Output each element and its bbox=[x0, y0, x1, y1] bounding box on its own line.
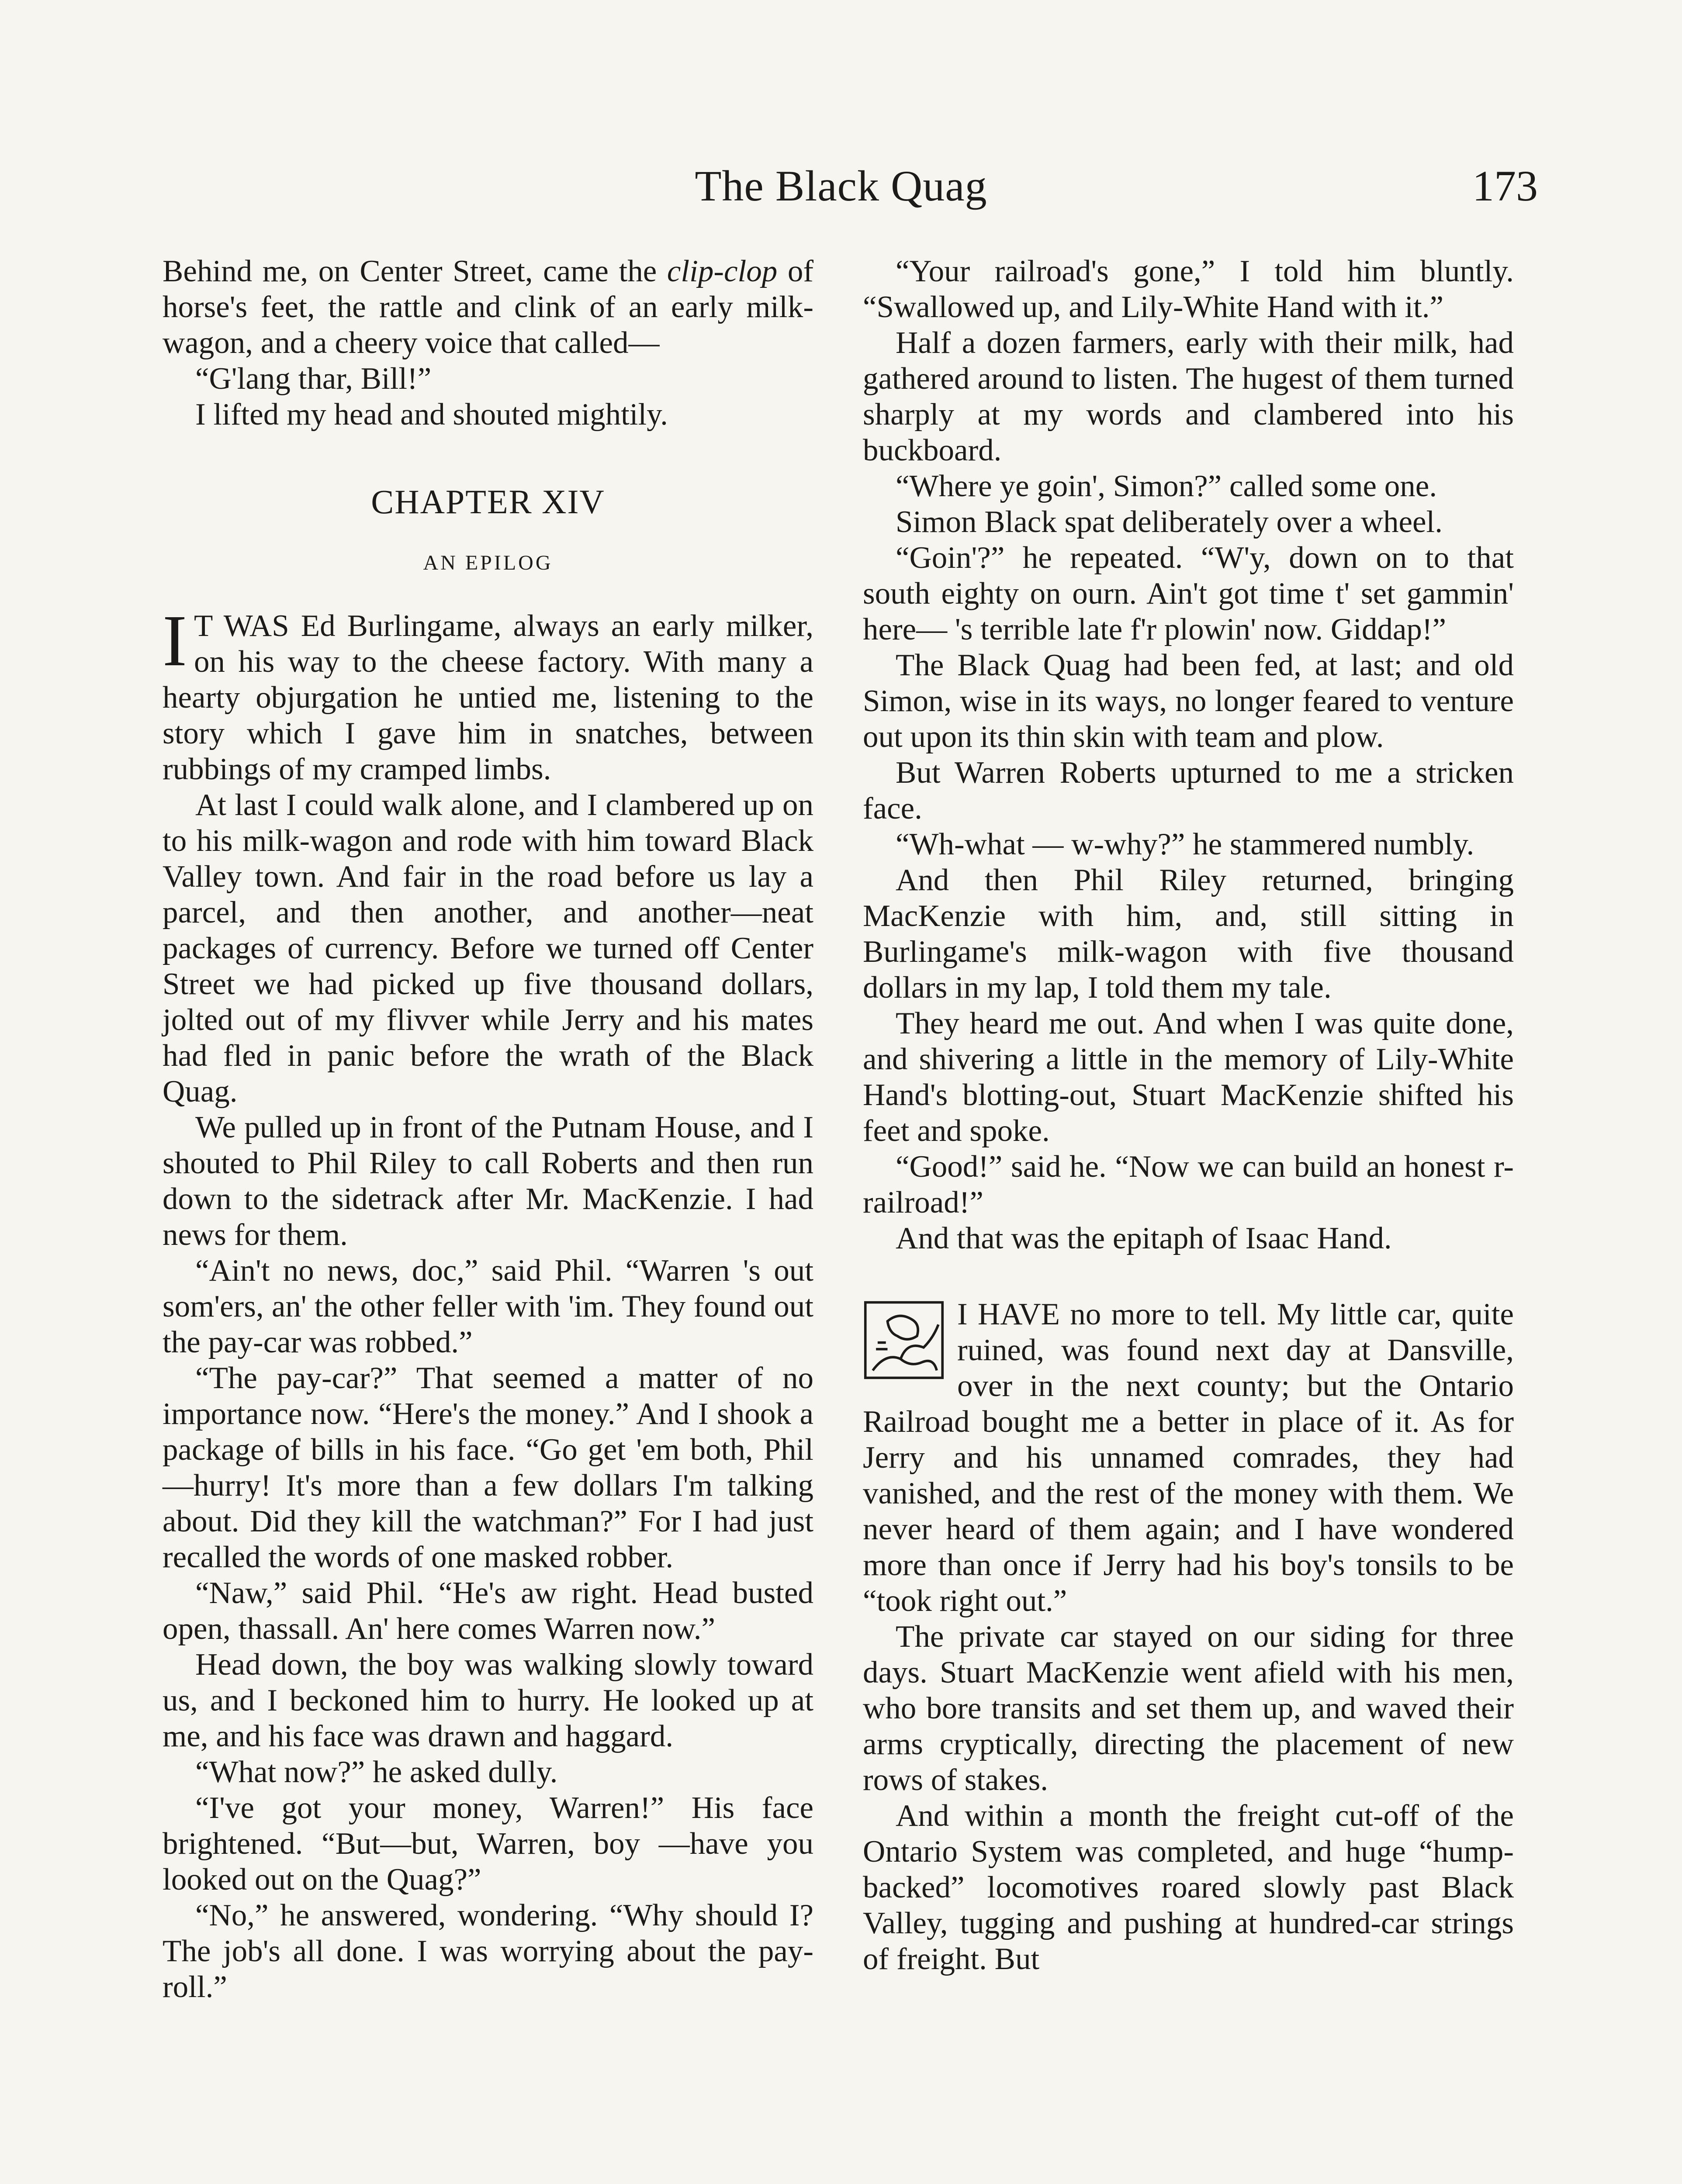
paragraph: Head down, the boy was walking slowly toward us, and I beckoned him to hurry. He looked up at me, and his face was drawn and haggard. bbox=[163, 1648, 813, 1753]
paragraph: “Ain't no news, doc,” said Phil. “Warren 's out som'ers, an' the other feller with 'im. They found out the pay-car was robbed.” bbox=[163, 1254, 813, 1359]
chapter-heading: CHAPTER XIV bbox=[371, 483, 605, 521]
paragraph: The private car stayed on our siding for three days. Stuart MacKenzie went afield with his men, who bore transits and set them up, and waved their arms cryptically, directing the placement of new rows of stakes. bbox=[863, 1620, 1514, 1797]
paragraph: The Black Quag had been fed, at last; and old Simon, wise in its ways, no longer feared to venture out upon its thin skin with team and plow. bbox=[863, 648, 1514, 754]
paragraph: And then Phil Riley returned, bringing MacKenzie with him, and, still sitting in Burlingame's milk-wagon with five thousand dollars in my lap, I told them my tale. bbox=[863, 863, 1514, 1005]
paragraph: “Where ye goin', Simon?” called some one. bbox=[896, 469, 1437, 503]
paragraph-text: T WAS Ed Burlingame, always an early milker, on his way to the cheese factory. With many a hearty objurgation he untied me, listening to the story which I gave him in snatches, between rubbings of my cramped limbs. bbox=[163, 609, 813, 786]
left-column bbox=[163, 253, 813, 2005]
paragraph: But Warren Roberts upturned to me a stricken face. bbox=[863, 756, 1514, 826]
right-column bbox=[863, 253, 1514, 1977]
paragraph: “What now?” he asked dully. bbox=[195, 1755, 558, 1789]
paragraph: “Your railroad's gone,” I told him bluntly. “Swallowed up, and Lily-White Hand with it.” bbox=[863, 254, 1514, 324]
paragraph: Simon Black spat deliberately over a wheel. bbox=[896, 505, 1443, 539]
paragraph: “No,” he answered, wondering. “Why should I? The job's all done. I was worrying about the pay-roll.” bbox=[163, 1898, 813, 2004]
paragraph: “Good!” said he. “Now we can build an honest r-railroad!” bbox=[863, 1150, 1514, 1220]
paragraph: At last I could walk alone, and I clambered up on to his milk-wagon and rode with him toward Black Valley town. And fair in the road before us lay a parcel, and then another, and another—neat packages of currency. Before we turned off Center Street we had picked up five thousand dollars, jolted out of my flivver while Jerry and his mates had fled in panic before the wrath of the Black Quag. bbox=[163, 788, 813, 1109]
paragraph: “Goin'?” he repeated. “W'y, down on to that south eighty on ourn. Ain't got time t' set gammin' here— 's terrible late f'r plowin' now. Giddap!” bbox=[863, 541, 1514, 646]
paragraph: And that was the epitaph of Isaac Hand. bbox=[896, 1221, 1392, 1255]
paragraph: “The pay-car?” That seemed a matter of no importance now. “Here's the money.” And I shook a package of bills in his face. “Go get 'em both, Phil—hurry! It's more than a few dollars I'm talking about. Did they kill the watchman?” For I had just recalled the words of one masked robber. bbox=[163, 1361, 813, 1574]
paragraph: Half a dozen farmers, early with their milk, had gathered around to listen. The hugest of them turned sharply at my words and clambered into his buckboard. bbox=[863, 326, 1514, 467]
page-number: 173 bbox=[1472, 162, 1538, 210]
chapter-subtitle: AN EPILOG bbox=[423, 551, 553, 574]
paragraph: “Naw,” said Phil. “He's aw right. Head busted open, thassall. An' here comes Warren now.” bbox=[163, 1576, 813, 1646]
running-title: The Black Quag bbox=[695, 162, 987, 210]
paragraph-text: I HAVE no more to tell. My little car, quite ruined, was found next day at Dansville, over in the next county; but the Ontario Railroad bought me a better in place of it. As for Jerry and his unnamed comrades, they had vanished, and the rest of the money with them. We never heard of them again; and I have wondered more than once if Jerry had his boy's tonsils to be “took right out.” bbox=[863, 1297, 1514, 1618]
paragraph: They heard me out. And when I was quite done, and shivering a little in the memory of Lily-White Hand's blotting-out, Stuart MacKenzie shifted his feet and spoke. bbox=[863, 1006, 1514, 1148]
chapter-opening-paragraph bbox=[163, 600, 813, 787]
paragraph: I lifted my head and shouted mightily. bbox=[195, 397, 668, 432]
paragraph: “I've got your money, Warren!” His face brightened. “But—but, Warren, boy —have you looked out on the Quag?” bbox=[163, 1791, 813, 1897]
paragraph: And within a month the freight cut-off of the Ontario System was completed, and huge “hump-backed” locomotives roared slowly past Black Valley, tugging and pushing at hundred-car strings of freight. But bbox=[863, 1799, 1514, 1976]
paragraph: We pulled up in front of the Putnam House, and I shouted to Phil Riley to call Roberts and then run down to the sidetrack after Mr. MacKenzie. I had news for them. bbox=[163, 1110, 813, 1252]
landscape-vignette-icon bbox=[863, 1300, 945, 1380]
paragraph: “G'lang thar, Bill!” bbox=[195, 362, 432, 396]
section-break bbox=[863, 1256, 1514, 1296]
paragraph: “Wh-what — w-why?” he stammered numbly. bbox=[896, 827, 1474, 861]
drop-cap: I bbox=[163, 600, 187, 681]
paragraph: Behind me, on Center Street, came the clip-clop of horse's feet, the rattle and clink of an early milk-wagon, and a cheery voice that called— bbox=[163, 254, 813, 360]
section-opening-paragraph bbox=[863, 1296, 1514, 1619]
